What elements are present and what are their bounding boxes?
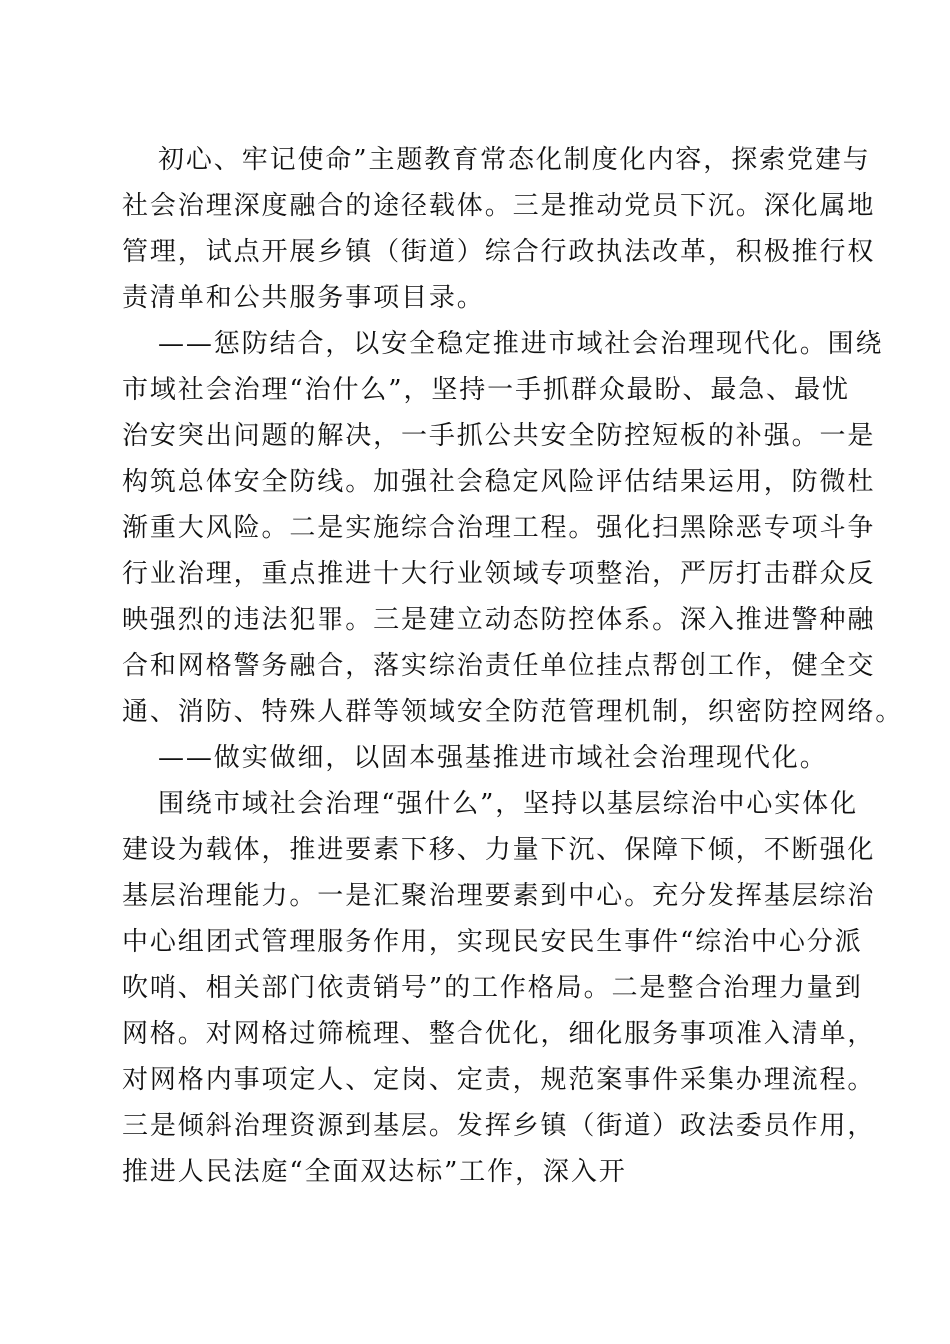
text-line: 通、消防、特殊人群等领域安全防范管理机制，织密防控网络。	[122, 697, 904, 727]
text-line: 合和网格警务融合，落实综治责任单位挂点帮创工作，健全交	[122, 651, 876, 681]
text-line: 渐重大风险。二是实施综合治理工程。强化扫黑除恶专项斗争	[122, 513, 876, 543]
text-line: 初心、牢记使命”主题教育常态化制度化内容，探索党建与	[158, 145, 871, 175]
text-line: 网格。对网格过筛梳理、整合优化，细化服务事项准入清单，	[122, 1019, 876, 1049]
text-line: 市域社会治理“治什么”，坚持一手抓群众最盼、最急、最忧	[122, 375, 850, 405]
text-line: 社会治理深度融合的途径载体。三是推动党员下沉。深化属地	[122, 191, 876, 221]
text-line: 中心组团式管理服务作用，实现民安民生事件“综治中心分派	[122, 927, 863, 957]
text-line: 管理，试点开展乡镇（街道）综合行政执法改革，积极推行权	[122, 237, 876, 267]
text-line: 行业治理，重点推进十大行业领域专项整治，严厉打击群众反	[122, 559, 876, 589]
text-line: 责清单和公共服务事项目录。	[122, 283, 485, 313]
text-line: 治安突出问题的解决，一手抓公共安全防控短板的补强。一是	[122, 421, 876, 451]
text-line: 映强烈的违法犯罪。三是建立动态防控体系。深入推进警种融	[122, 605, 876, 635]
text-line: 建设为载体，推进要素下移、力量下沉、保障下倾，不断强化	[122, 835, 876, 865]
text-line: 三是倾斜治理资源到基层。发挥乡镇（街道）政法委员作用，	[122, 1111, 876, 1141]
section-heading-line: ——做实做细，以固本强基推进市域社会治理现代化。	[158, 743, 828, 773]
text-line: 基层治理能力。一是汇聚治理要素到中心。充分发挥基层综治	[122, 881, 876, 911]
text-line: 对网格内事项定人、定岗、定责，规范案事件采集办理流程。	[122, 1065, 876, 1095]
text-line: 吹哨、相关部门依责销号”的工作格局。二是整合治理力量到	[122, 973, 863, 1003]
text-line: 推进人民法庭“全面双达标”工作，深入开	[122, 1157, 627, 1187]
section-heading-line: ——惩防结合，以安全稳定推进市域社会治理现代化。围绕	[158, 329, 884, 359]
text-line: 围绕市域社会治理“强什么”，坚持以基层综治中心实体化	[158, 789, 858, 819]
text-line: 构筑总体安全防线。加强社会稳定风险评估结果运用，防微杜	[122, 467, 876, 497]
